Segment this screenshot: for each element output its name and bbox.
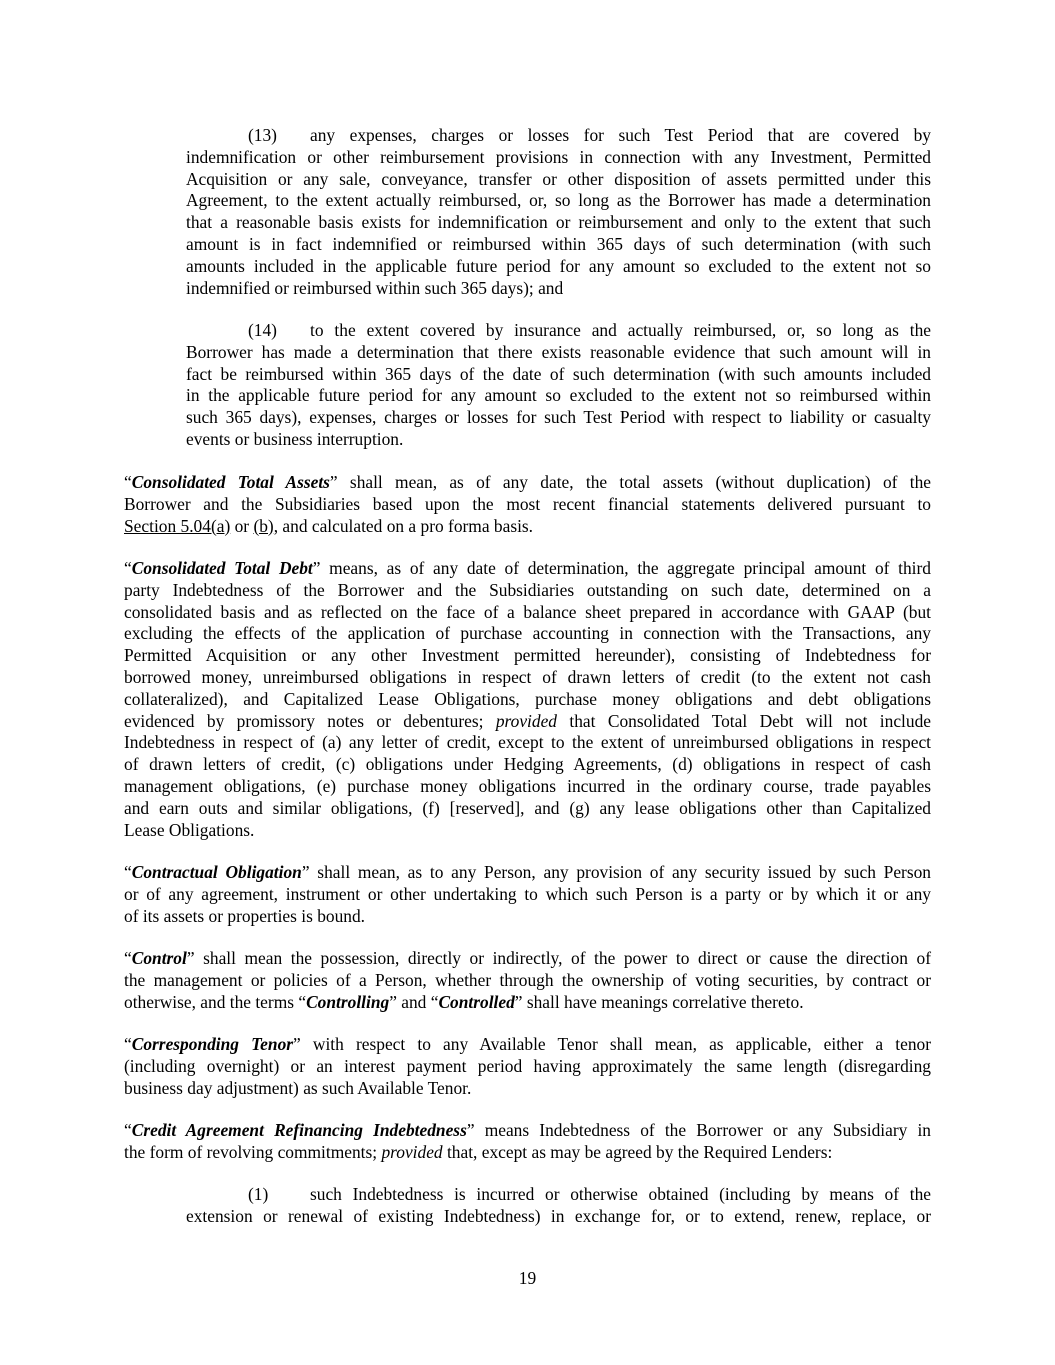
defined-term: Contractual Obligation [131,862,302,882]
clause-14: (14) to the extent covered by insurance and actually reimbursed, or, so long as the Borrower has made a determination that there exists reasonable evidence that such amount will in fact be reimbursed within 365 days of the date of such determination (with such amounts included in the applicable future period for any amount so excluded to the extent not so reimbursed within such 365 days), expenses, charges or losses for such Test Period with respect to liability or casualty events or business interruption. [186,320,931,449]
defined-term: Corresponding Tenor [131,1034,294,1054]
definition-consolidated-total-assets: “Consolidated Total Assets” shall mean, as of any date, the total assets (without duplication) of the Borrower and the Subsidiaries based upon the most recent financial statements delivered pursuant to Section 5.04(a) or (b), and calculated on a pro forma basis. [124,472,931,536]
clause-number: (13) [248,125,277,145]
clause-number: (1) [248,1184,269,1204]
definition-contractual-obligation: “Contractual Obligation” shall mean, as to any Person, any provision of any security issued by such Person or of any agreement, instrument or other undertaking to which such Person is a party or by which it or any of its assets or properties is bound. [124,862,932,926]
definition-corresponding-tenor: “Corresponding Tenor” with respect to any Available Tenor shall mean, as applicable, either a tenor (including overnight) or an interest payment period having approximately the same length (disregarding business day adjustment) as such Available Tenor. [124,1034,931,1098]
definition-control: “Control” shall mean the possession, directly or indirectly, of the power to direct or cause the direction of the management or policies of a Person, whether through the ownership of voting securities, by contract or otherwise, and the terms “Controlling” and “Controlled” shall have meanings correlative thereto. [124,948,931,1012]
defined-term: Controlled [438,991,515,1012]
defined-term: Controlling [306,991,390,1012]
defined-term: Credit Agreement Refinancing Indebtedness [131,1120,467,1140]
page-number: 19 [518,1268,537,1288]
clause-number: (14) [248,320,277,340]
section-reference: Section 5.04(a) [124,515,231,536]
clause-1: (1) such Indebtedness is incurred or otherwise obtained (including by means of the extension or renewal of existing Indebtedness) in exchange for, or to extend, renew, replace, or [186,1184,931,1226]
defined-term: Consolidated Total Debt [131,558,313,578]
definition-credit-agreement-refinancing-indebtedness: “Credit Agreement Refinancing Indebtedness” means Indebtedness of the Borrower or any Subsidiary in the form of revolving commitments; provided that, except as may be agreed by the Required Lenders: [124,1120,931,1162]
section-reference: (b) [253,515,274,536]
definition-consolidated-total-debt: “Consolidated Total Debt” means, as of any date of determination, the aggregate principal amount of third party Indebtedness of the Borrower and the Subsidiaries outstanding on such date, determined on a consolidated basis and as reflected on the face of a balance sheet prepared in accordance with GAAP (but excluding the effects of the application of purchase accounting in connection with the Transactions, any Permitted Acquisition or any other Investment permitted hereunder), consisting of Indebtedness for borrowed money, unreimbursed obligations in respect of drawn letters of credit (to the extent not cash collateralized), and Capitalized Lease Obligations, purchase money obligations and debt obligations evidenced by promissory notes or debentures; provided that Consolidated Total Debt will not include Indebtedness in respect of (a) any letter of credit, except to the extent of unreimbursed obligations in respect of drawn letters of credit, (c) obligations under Hedging Agreements, (d) obligations in respect of cash management obligations, (e) purchase money obligations incurred in the ordinary course, trade payables and earn outs and similar obligations, (f) [reserved], and (g) any lease obligations other than Capitalized Lease Obligations. [124,558,931,840]
defined-term: Consolidated Total Assets [131,472,330,492]
defined-term: Control [131,948,187,968]
clause-13: (13) any expenses, charges or losses for such Test Period that are covered by indemnification or other reimbursement provisions in connection with any Investment, Permitted Acquisition or any sale, conveyance, transfer or other disposition of assets permitted under this Agreement, to the extent actually reimbursed, or, so long as the Borrower has made a determination that a reasonable basis exists for indemnification or reimbursement and only to the extent that such amount is in fact indemnified or reimbursed within 365 days of such determination (with such amounts included in the applicable future period for any amount so excluded to the extent not so indemnified or reimbursed within such 365 days); and [186,125,931,298]
